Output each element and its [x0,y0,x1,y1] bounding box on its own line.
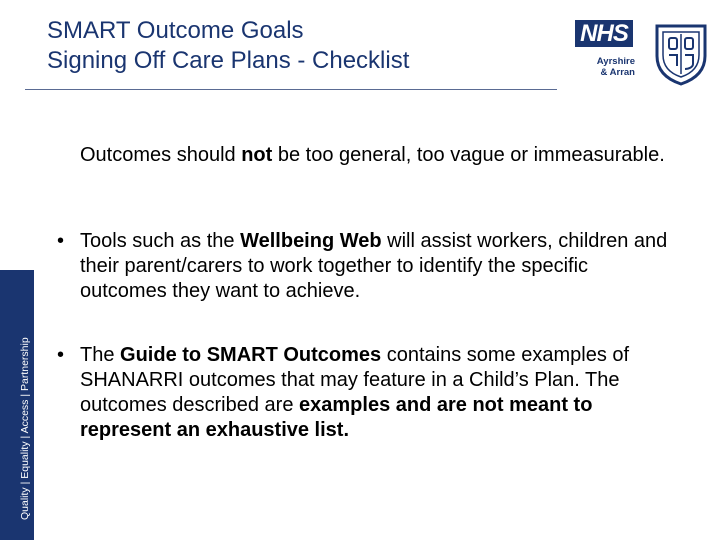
bullet-2-emphasis-1: Guide to SMART Outcomes [120,344,382,366]
intro-paragraph [80,143,680,168]
bullet-item-2 [80,343,680,443]
nhs-region-line-1: Ayrshire [596,56,635,67]
title-divider [25,89,557,90]
title-line-2: Signing Off Care Plans - Checklist [47,47,410,74]
bullet-2-text-pre: The [80,344,121,366]
bullet-item-1 [80,229,680,304]
ayrshire-crest-icon [655,22,707,86]
nhs-wordmark: NHS [575,20,633,47]
intro-text-pre: Outcomes should [80,144,242,166]
title-line-1: SMART Outcome Goals [47,17,304,44]
bullet-2-text-mid: contains some examples of SHANARRI outcomes that may feature in a Child’s Plan. The outcomes described are [80,344,630,416]
nhs-region-name [581,56,635,78]
page-title [47,16,547,76]
bullet-1-text-post: will assist workers, children and their parent/carers to work together to identify the specific outcomes they want to achieve. [80,230,668,302]
bullet-1-text-pre: Tools such as the [80,230,241,252]
bullet-2-emphasis-2: examples and are not meant to represent an exhaustive list. [80,394,593,441]
bullet-marker-2: • [57,344,65,366]
intro-text-emphasis: not [241,144,273,166]
side-band-tagline: Quality | Equality | Access | Partnership [19,337,31,520]
bullet-marker-1: • [57,230,65,252]
nhs-region-line-2: & Arran [600,67,635,78]
nhs-ayrshire-arran-logo [575,20,635,85]
intro-text-post: be too general, too vague or immeasurable. [272,144,665,166]
bullet-1-emphasis: Wellbeing Web [240,230,382,252]
